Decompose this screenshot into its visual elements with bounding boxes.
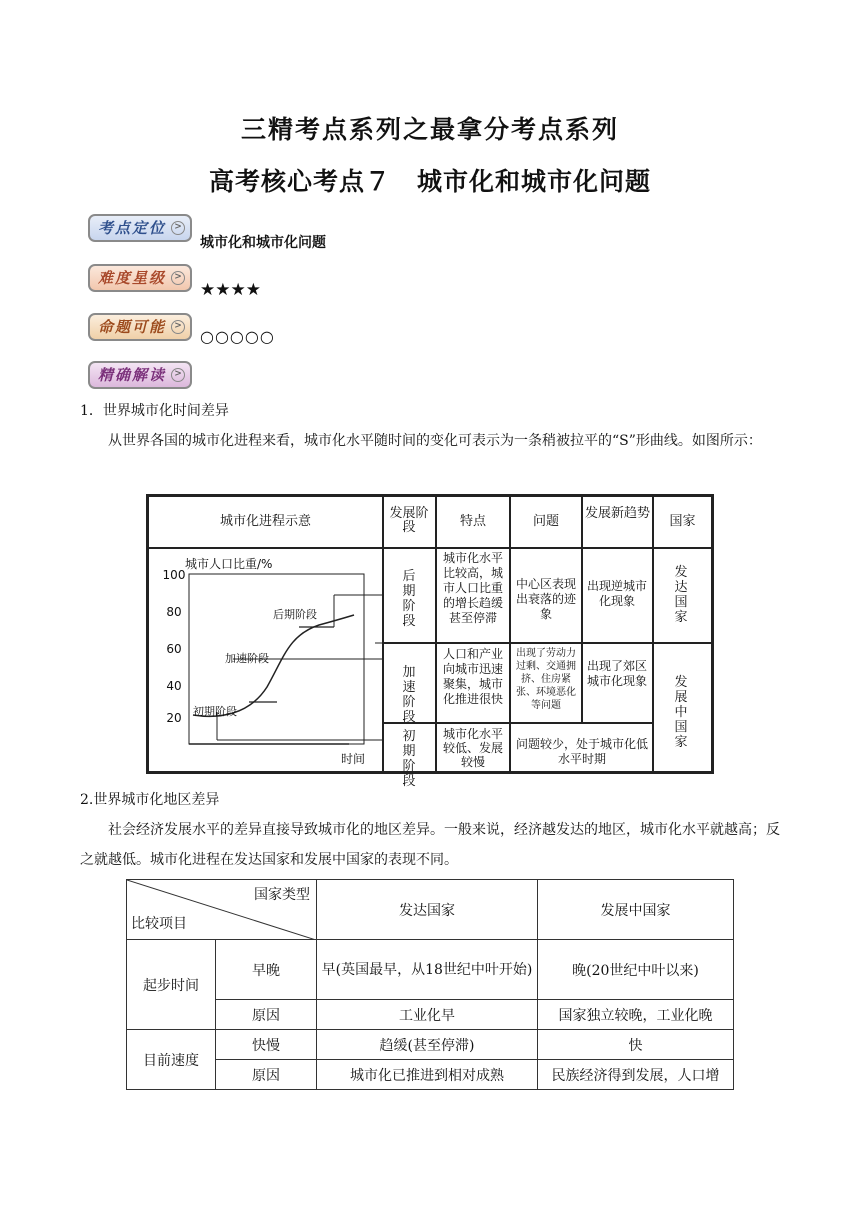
feature-late: 城市化水平比较高，城市人口比重的增长趋缓甚至停滞 <box>442 551 503 625</box>
fig-y-tick: 80 <box>166 605 182 619</box>
problem-initial: 问题较少，处于城市化低水平时期 <box>515 737 648 766</box>
badge-mingti <box>88 313 192 341</box>
cell-developed: 城市化已推进到相对成熟 <box>317 1060 538 1090</box>
badge-label: 考点定位 <box>98 219 167 237</box>
corner-top-label: 国家类型 <box>254 887 310 903</box>
cell-developed: 趋缓(甚至停滞) <box>317 1030 538 1060</box>
row-item: 原因 <box>216 1000 317 1030</box>
fig-header-trend: 发展新趋势 <box>584 506 650 521</box>
col-developing: 发展中国家 <box>538 880 734 940</box>
fig-y-tick: 40 <box>166 679 182 693</box>
group-start-time: 起步时间 <box>127 940 216 1030</box>
row-item: 早晚 <box>216 940 317 1000</box>
fig-y-tick: 60 <box>166 642 182 656</box>
arrow-right-icon: > <box>171 320 185 334</box>
fig-header-stage: 发展阶段 <box>389 506 429 535</box>
corner-bottom-label: 比较项目 <box>131 916 187 932</box>
stage-initial: 初期阶段 <box>402 729 416 789</box>
urbanization-figure <box>146 494 714 789</box>
badge-label: 命题可能 <box>98 318 167 336</box>
curve-label-initial: 初期阶段 <box>193 705 237 718</box>
fig-x-label: 时间 <box>341 752 366 766</box>
core-title: 高考核心考点７ 城市化和城市化问题 <box>208 167 651 196</box>
cell-developed: 工业化早 <box>317 1000 538 1030</box>
fig-header-country: 国家 <box>669 514 696 529</box>
cell-developed: 早(英国最早，从18世纪中叶开始) <box>317 940 538 1000</box>
section2-heading: 2.世界城市化地区差异 <box>80 792 220 808</box>
difficulty-stars: ★★★★ <box>200 280 261 300</box>
badge-kaodian-value: 城市化和城市化问题 <box>200 235 326 251</box>
trend-late: 出现逆城市化现象 <box>586 579 647 608</box>
series-title: 三精考点系列之最拿分考点系列 <box>240 115 619 144</box>
section1-heading: 1．世界城市化时间差异 <box>80 403 229 419</box>
cell-developing: 快 <box>538 1030 734 1060</box>
problem-accel: 出现了劳动力过剩、交通拥挤、住房紧张、环境恶化等问题 <box>516 648 576 711</box>
badge-kaodian <box>88 214 192 242</box>
badge-label: 难度星级 <box>98 269 167 287</box>
table-corner-cell <box>127 880 317 940</box>
fig-header-feature: 特点 <box>459 514 486 529</box>
problem-late: 中心区表现出衰落的迹象 <box>515 577 576 621</box>
feature-initial: 城市化水平较低、发展较慢 <box>442 727 503 769</box>
curve-label-accel: 加速阶段 <box>225 652 269 665</box>
arrow-right-icon: > <box>171 221 185 235</box>
country-developed: 发达国家 <box>674 565 688 625</box>
cell-developing: 国家独立较晚，工业化晚 <box>538 1000 734 1030</box>
probability-circles: ○○○○○ <box>200 327 275 346</box>
badge-nandu <box>88 264 192 292</box>
fig-y-tick: 20 <box>166 711 182 725</box>
fig-y-label: 城市人口比重/% <box>185 557 273 571</box>
col-developed: 发达国家 <box>317 880 538 940</box>
badge-label: 精确解读 <box>98 366 167 384</box>
badge-jingque <box>88 361 192 389</box>
section2-text: 社会经济发展水平的差异直接导致城市化的地区差异。一般来说，经济越发达的地区，城市化水平就越高；反之就越低。城市化进程在发达国家和发展中国家的表现不同。 <box>80 822 780 868</box>
arrow-right-icon: > <box>171 271 185 285</box>
curve-label-late: 后期阶段 <box>273 608 317 621</box>
feature-accel: 人口和产业向城市迅速聚集，城市化推进很快 <box>442 647 503 706</box>
arrow-right-icon: > <box>171 368 185 382</box>
row-item: 原因 <box>216 1060 317 1090</box>
section1-text: 从世界各国的城市化进程来看，城市化水平随时间的变化可表示为一条稍被拉平的“S”形曲线。如图所示： <box>108 433 762 449</box>
group-current-speed: 目前速度 <box>127 1030 216 1090</box>
stage-late: 后期阶段 <box>402 569 416 629</box>
cell-developing: 民族经济得到发展，人口增 <box>538 1060 734 1090</box>
stage-accel: 加速阶段 <box>402 665 416 725</box>
row-item: 快慢 <box>216 1030 317 1060</box>
country-developing: 发展中国家 <box>674 675 688 750</box>
fig-header-problem: 问题 <box>532 514 559 529</box>
fig-header-process: 城市化进程示意 <box>219 514 311 529</box>
fig-y-tick: 100 <box>162 568 186 582</box>
cell-developing: 晚(20世纪中叶以来) <box>538 940 734 1000</box>
trend-accel: 出现了郊区城市化现象 <box>586 659 647 688</box>
comparison-table <box>126 879 734 1090</box>
